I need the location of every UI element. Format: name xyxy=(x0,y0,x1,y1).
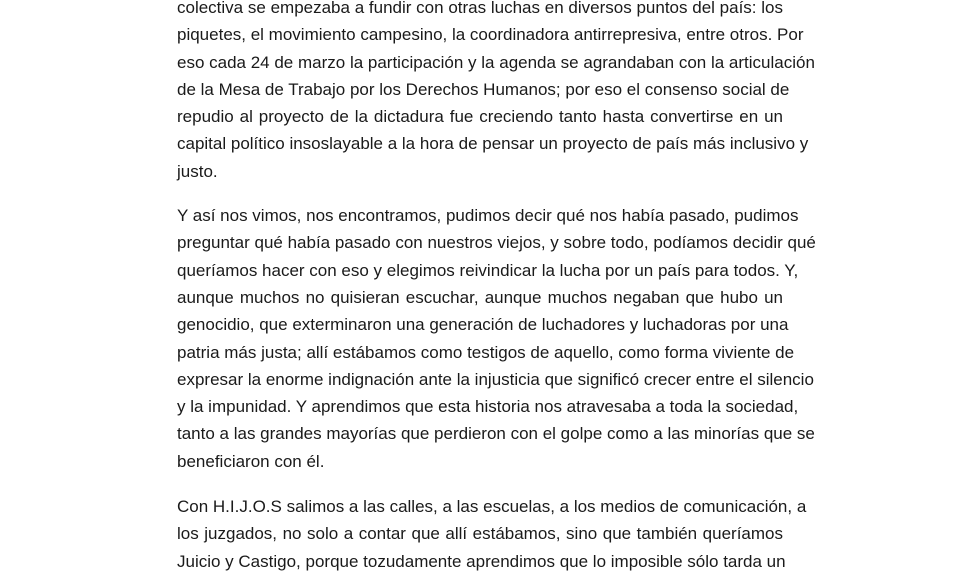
paragraph-3 xyxy=(177,493,807,575)
text-line: tanto a las grandes mayorías que perdieron con el golpe como a las minorías que se xyxy=(177,424,815,444)
text-body xyxy=(177,0,816,575)
text-line: aunque muchos no quisieran escuchar, aunque muchos negaban que hubo un xyxy=(177,287,783,307)
text-line: Juicio y Castigo, porque tozudamente aprendimos que lo imposible sólo tarda un xyxy=(177,551,786,571)
text-line: piquetes, el movimiento campesino, la coordinadora antirrepresiva, entre otros. Por xyxy=(177,25,804,45)
text-line: justo. xyxy=(177,161,218,181)
text-line: Y así nos vimos, nos encontramos, pudimos decir qué nos había pasado, pudimos xyxy=(177,206,799,226)
text-line: eso cada 24 de marzo la participación y la agenda se agrandaban con la articulación xyxy=(177,52,815,72)
text-line: de la Mesa de Trabajo por los Derechos Humanos; por eso el consenso social de xyxy=(177,79,790,99)
paragraph-1 xyxy=(177,0,815,185)
paragraph-spacer xyxy=(177,185,783,202)
text-line: patria más justa; allí estábamos como testigos de aquello, como forma viviente de xyxy=(177,342,795,362)
text-line: los juzgados, no solo a contar que allí estábamos, sino que también queríamos xyxy=(177,524,783,544)
text-line: beneficiaron con él. xyxy=(177,451,325,471)
text-line: y la impunidad. Y aprendimos que esta historia nos atravesaba a toda la sociedad, xyxy=(177,397,799,417)
text-line: genocidio, que exterminaron una generación de luchadores y luchadoras por una xyxy=(177,315,789,335)
paragraph-spacer xyxy=(177,475,783,493)
text-line: queríamos hacer con eso y elegimos reivindicar la lucha por un país para todos. Y, xyxy=(177,260,799,280)
text-line: expresar la enorme indignación ante la injusticia que significó crecer entre el silencio xyxy=(177,369,814,389)
text-line: capital político insoslayable a la hora de pensar un proyecto de país más inclusivo y xyxy=(177,134,809,154)
text-line: colectiva se empezaba a fundir con otras luchas en diversos puntos del país: los xyxy=(177,0,783,17)
text-line: Con H.I.J.O.S salimos a las calles, a las escuelas, a los medios de comunicación, a xyxy=(177,497,807,517)
text-line: repudio al proyecto de la dictadura fue creciendo tanto hasta convertirse en un xyxy=(177,107,783,127)
paragraph-2 xyxy=(177,202,816,475)
text-line: preguntar qué había pasado con nuestros viejos, y sobre todo, podíamos decidir qué xyxy=(177,233,816,253)
